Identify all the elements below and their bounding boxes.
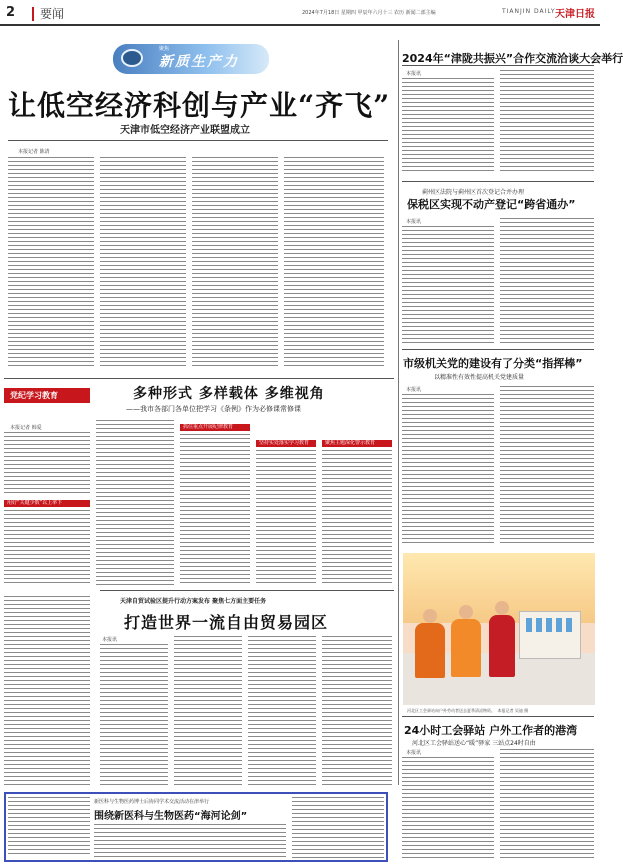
side2-top-rule [402, 181, 594, 182]
left-col-continuation [4, 596, 90, 786]
banner-title: 新质生产力 [159, 54, 239, 70]
highlight-body-col-2 [94, 824, 286, 858]
story7-headline: 24小时工会驿站 户外工作者的港湾 [404, 724, 578, 737]
photo-credit: 本报记者 吴迪 摄 [497, 708, 529, 713]
story5-headline: 多种形式 多样载体 多维视角 [133, 386, 325, 402]
lead-subtitle: 天津市低空经济产业联盟成立 [120, 125, 250, 136]
story6-body-col-4 [322, 636, 392, 786]
story5-subtitle: ——我市各部门各单位把学习《条例》作为必修课常修课 [126, 405, 301, 413]
section-tag: 党纪学习教育 [4, 388, 90, 403]
banner-small: 聚焦 [159, 46, 170, 52]
volunteer-figure [489, 615, 515, 677]
side2-kicker: 蓟州区法院与蓟州区首次登记合并办理 [422, 189, 525, 196]
bottle-icon [556, 618, 562, 632]
header-divider [32, 7, 34, 21]
story7-top-rule [402, 716, 594, 717]
worker-figure [451, 619, 481, 677]
side3-subtitle: 以精准性有效性提高机关党建质量 [434, 374, 525, 381]
side1-body-col-2 [500, 70, 594, 174]
masthead-logo: 天津日报 [555, 9, 595, 20]
side1-body-col-1 [402, 78, 494, 174]
story6-top-rule [100, 590, 394, 591]
story5-box-3: 聚焦主题深化警示教育 [322, 440, 392, 447]
news-photo [403, 553, 595, 705]
worker-figure [415, 623, 445, 678]
highlight-body-col-1 [8, 797, 90, 857]
lead-rule [8, 140, 388, 141]
bottle-icon [566, 618, 572, 632]
story5-body-col-4 [256, 450, 316, 586]
story5-byline: 本报记者 韩爱 [10, 425, 42, 431]
photo-caption-text: 河北区工会驿站向户外劳动者送去夏季清凉物资。 [407, 708, 495, 713]
side1-byline: 本报讯 [406, 71, 422, 77]
highlight-kicker: 新医科与生物医药博士后协同学术交流活动在津举行 [94, 799, 210, 805]
story5-box-1: 抓住重点开展纪律教育 [180, 424, 250, 431]
bottle-icon [546, 618, 552, 632]
side2-body-col-1 [402, 226, 494, 344]
lead-body-col-2 [100, 157, 186, 367]
lead-headline: 让低空经济科创与产业“齐飞” [8, 89, 391, 122]
story6-body-col-2 [174, 636, 242, 786]
lens-icon [121, 49, 143, 67]
story5-body-col-2 [96, 420, 174, 586]
column-rule [398, 40, 399, 785]
side1-rule [402, 65, 594, 66]
photo-caption [407, 708, 528, 714]
story5-body-col-1b [4, 510, 90, 586]
side2-byline: 本报讯 [406, 219, 422, 225]
side2-headline: 保税区实现不动产登记“跨省通办” [407, 198, 576, 211]
story5-box-2: 坚持实处落实学习教育 [256, 440, 316, 447]
highlight-body-col-3 [292, 797, 384, 858]
story6-body-col-3 [248, 636, 316, 786]
lead-byline: 本报记者 陈清 [18, 149, 50, 155]
lead-body-col-3 [192, 157, 278, 367]
brand-en: TIANJIN DAILY [502, 8, 556, 15]
story7-byline: 本报讯 [406, 750, 422, 756]
topic-banner [113, 44, 269, 74]
story5-left-box: 用好“关键少数”以上率下 [4, 500, 90, 507]
lead-body-col-1 [8, 157, 94, 367]
story6-kicker: 天津自贸试验区提升行动方案发布 聚焦七方面主要任务 [120, 598, 267, 605]
story5-top-rule [4, 378, 394, 379]
photo-shelf [519, 611, 581, 659]
story7-body-col-1 [402, 757, 494, 861]
side3-top-rule [402, 349, 594, 350]
story7-subtitle: 河北区工会驿站送心“暖”驿家 三站点24时自由 [412, 740, 536, 747]
story7-body-col-2 [500, 749, 594, 861]
side1-headline: 2024年“津陇共振兴”合作交流洽谈大会举行 [402, 52, 623, 65]
highlight-headline: 围绕新医科与生物医药“海河论剑” [94, 811, 248, 822]
date-line: 2024年7月18日 星期四 甲辰年六月十三 农历 新闻二部主编 [302, 10, 436, 16]
bottle-icon [526, 618, 532, 632]
story6-byline: 本报讯 [102, 637, 118, 643]
side3-headline: 市级机关党的建设有了分类“指挥棒” [403, 357, 583, 370]
side3-body-col-2 [500, 386, 594, 544]
page-number: 2 [6, 5, 16, 20]
story5-body-col-3 [180, 434, 250, 586]
side3-body-col-1 [402, 394, 494, 544]
side2-body-col-2 [500, 218, 594, 344]
section-name: 要闻 [40, 7, 65, 21]
lead-body-col-4 [284, 157, 384, 367]
story6-headline: 打造世界一流自由贸易园区 [124, 613, 329, 632]
side3-byline: 本报讯 [406, 387, 422, 393]
story5-body-col-1a [4, 432, 90, 496]
story6-body-col-1 [100, 644, 168, 786]
story5-body-col-5 [322, 450, 392, 586]
bottle-icon [536, 618, 542, 632]
